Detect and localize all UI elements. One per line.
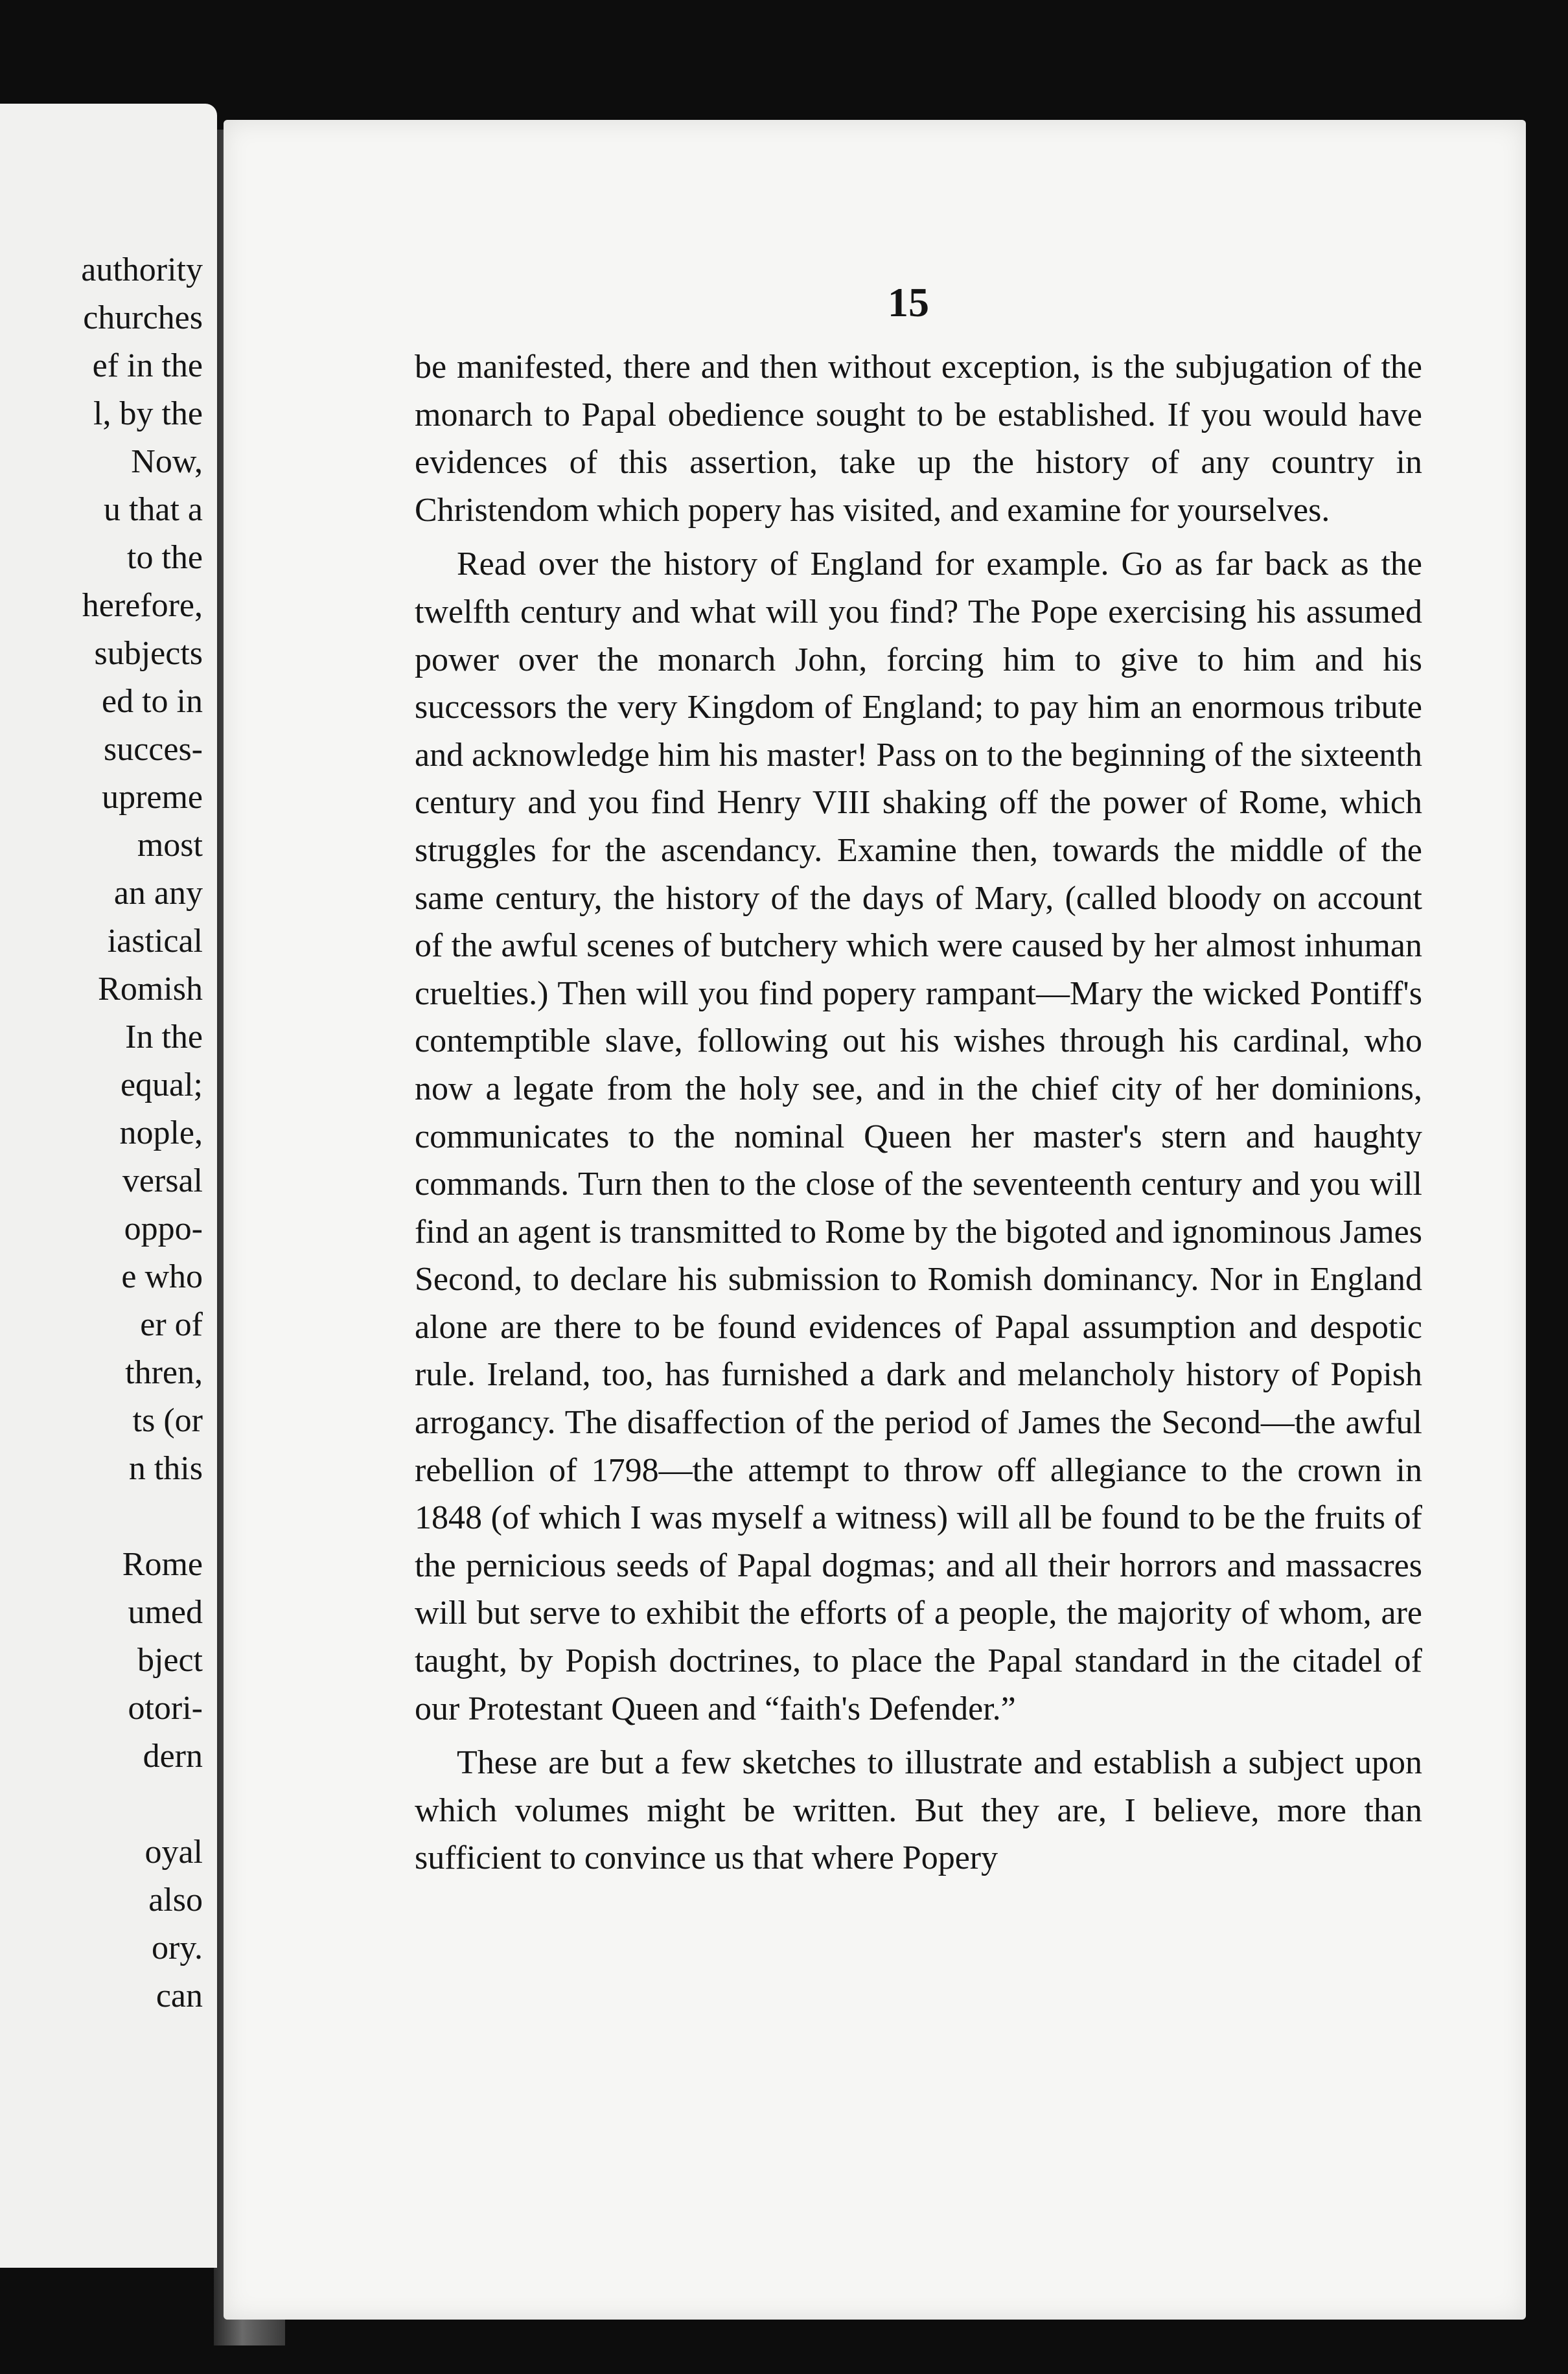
left-page-line: oppo-: [124, 1210, 203, 1247]
left-page-line: In the: [125, 1019, 203, 1055]
left-page-line: u that a: [103, 491, 203, 528]
paragraph-3: These are but a few sketches to illustrate and establish a subject upon which volumes might be written. But they are, I believe, more than sufficient to convince us that where Popery: [415, 1744, 1422, 1877]
left-page-line: oyal: [144, 1834, 203, 1871]
left-page-line: e who: [121, 1258, 203, 1295]
left-page-line: umed: [128, 1594, 203, 1631]
left-page-line: bject: [137, 1642, 203, 1679]
left-page-line: most: [137, 827, 203, 864]
left-page-line: ef in the: [92, 347, 203, 384]
paragraph-1: be manifested, there and then without exception, is the subjugation of the monarch to Papal obedience sought to be established. If you would have evidences of this assertion, take up the history of any country in Christendom which popery has visited, and examine for yourselves.: [415, 349, 1422, 529]
left-page-line: upreme: [102, 779, 203, 816]
page-number: 15: [888, 279, 929, 325]
left-page-line: succes-: [103, 731, 203, 768]
left-page-line: an any: [113, 875, 203, 912]
left-page-line: otori-: [128, 1690, 203, 1727]
left-page-line: ory.: [152, 1930, 203, 1966]
left-page-line: equal;: [120, 1066, 203, 1103]
left-page-line: dern: [143, 1738, 203, 1775]
left-page-line: nople,: [119, 1114, 203, 1151]
body-text: [415, 343, 1422, 1882]
left-page-line: to the: [127, 539, 203, 576]
left-page-line: iastical: [107, 923, 203, 960]
paragraph-2: Read over the history of England for example. Go as far back as the twelfth century and what will you find? The Pope exercising his assumed power over the monarch John, forcing him to give to him and his successors the very Kingdom of England; to pay him an enormous tribute and acknowledge him his master! Pass on to the beginning of the sixteenth century and you find Henry VIII shaking off the power of Rome, which struggles for the ascendancy. Examine then, towards the middle of the same century, the history of the days of Mary, (called bloody on account of the awful scenes of butchery which were caused by her almost inhuman cruelties.) Then will you find popery rampant—Mary the wicked Pontiff's contemptible slave, following out his wishes through his cardinal, who now a legate from the holy see, and in the chief city of her dominions, communicates to the nominal Queen her master's stern and haughty commands. Turn then to the close of the seventeenth century and you will find an agent is transmitted to Rome by the bigoted and ignominous James Second, to declare his submission to Romish dominancy. Nor in England alone are there to be found evidences of Papal assumption and despotic rule. Ireland, too, has furnished a dark and melancholy history of Popish arrogancy. The disaffection of the period of James the Second—the awful rebellion of 1798—the attempt to throw off allegiance to the crown in 1848 (of which I was myself a witness) will all be found to be the fruits of the pernicious seeds of Papal dogmas; and all their horrors and massacres will but serve to exhibit the efforts of a people, the majority of whom, are taught, by Popish doctrines, to place the Papal standard in the citadel of our Protestant Queen and “faith's Defender.”: [415, 546, 1422, 1727]
left-page-line: subjects: [94, 635, 203, 672]
left-page-line: ed to in: [102, 683, 203, 720]
left-page-line: er of: [140, 1306, 203, 1343]
left-page-line: Rome: [122, 1546, 203, 1583]
left-page-line: authority: [81, 251, 203, 288]
left-page: [0, 104, 217, 2268]
left-page-line: also: [148, 1882, 203, 1919]
left-page-line: Now,: [131, 443, 203, 480]
left-page-line: versal: [122, 1162, 203, 1199]
left-page-line: l, by the: [93, 395, 203, 432]
left-page-line: Romish: [98, 971, 203, 1008]
left-page-line: churches: [83, 299, 203, 336]
left-page-line: thren,: [125, 1354, 203, 1391]
left-page-line: herefore,: [82, 587, 203, 624]
left-page-line: n this: [128, 1450, 203, 1487]
left-page-line: ts (or: [132, 1402, 203, 1439]
left-page-line: can: [156, 1977, 203, 2014]
